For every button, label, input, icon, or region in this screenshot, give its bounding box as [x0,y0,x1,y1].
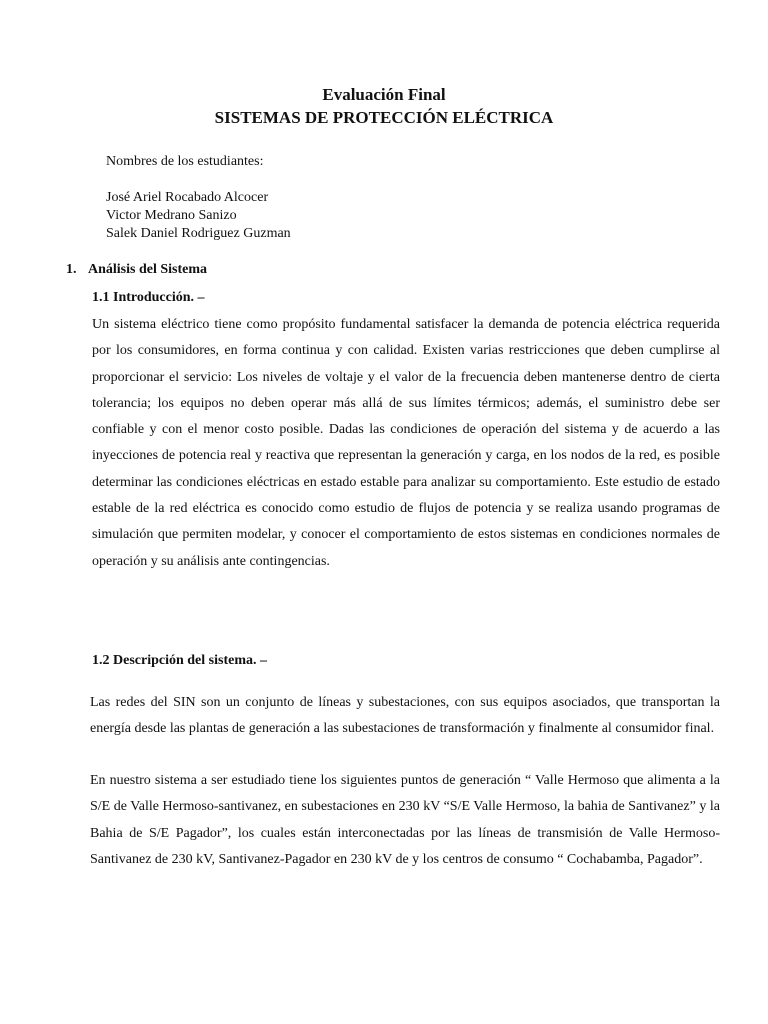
descripcion-paragraph-2: En nuestro sistema a ser estudiado tiene los siguientes puntos de generación “ Valle Hermoso que alimenta a la S/E de Valle Hermoso-santivanez, en subestaciones en 230 kV “S/E Valle Hermoso, la bahia de Santivanez” y la Bahia de S/E Pagador”, los cuales están interconectadas por las líneas de transmisión de Valle Hermoso-Santivanez de 230 kV, Santivanez-Pagador en 230 kV de y los centros de consumo “ Cochabamba, Pagador”. [90,773,720,867]
subsection-heading-introduccion: 1.1 Introducción. – [92,290,205,305]
document-subtitle: SISTEMAS DE PROTECCIÓN ELÉCTRICA [214,108,554,127]
students-label: Nombres de los estudiantes: [106,154,264,169]
introduccion-paragraph: Un sistema eléctrico tiene como propósito fundamental satisfacer la demanda de potencia eléctrica requerida por los consumidores, en forma continua y con calidad. Existen varias restricciones que deben cumplirse al proporcionar el servicio: Los niveles de voltaje y el valor de la frecuencia deben mantenerse dentro de cierta tolerancia; los equipos no deben operar más allá de sus límites térmicos; además, el suministro debe ser confiable y con el menor costo posible. Dadas las condiciones de operación del sistema y de acuerdo a las inyecciones de potencia real y reactiva que representan la generación y carga, en los nodos de la red, es posible determinar las condiciones eléctricas en estado estable para analizar su comportamiento. Este estudio de estado estable de la red eléctrica es conocido como estudio de flujos de potencia y se realiza usando programas de simulación que permiten modelar, y conocer el comportamiento de estos sistemas en condiciones normales de operación y su análisis ante contingencias. [92,317,720,569]
section-number: 1. [66,262,77,277]
document-title: Evaluación Final [322,85,446,104]
student-name: Salek Daniel Rodriguez Guzman [106,226,291,241]
descripcion-paragraph-1: Las redes del SIN son un conjunto de líneas y subestaciones, con sus equipos asociados, que transportan la energía desde las plantas de generación a las subestaciones de transformación y finalmente al consumidor final. [90,695,720,737]
section-heading-1 [66,261,207,279]
students-block [106,153,291,243]
subsection-heading-descripcion: 1.2 Descripción del sistema. – [92,653,267,668]
student-name: José Ariel Rocabado Alcocer [106,190,269,205]
section-title: Análisis del Sistema [88,262,208,277]
student-name: Victor Medrano Sanizo [106,208,237,223]
